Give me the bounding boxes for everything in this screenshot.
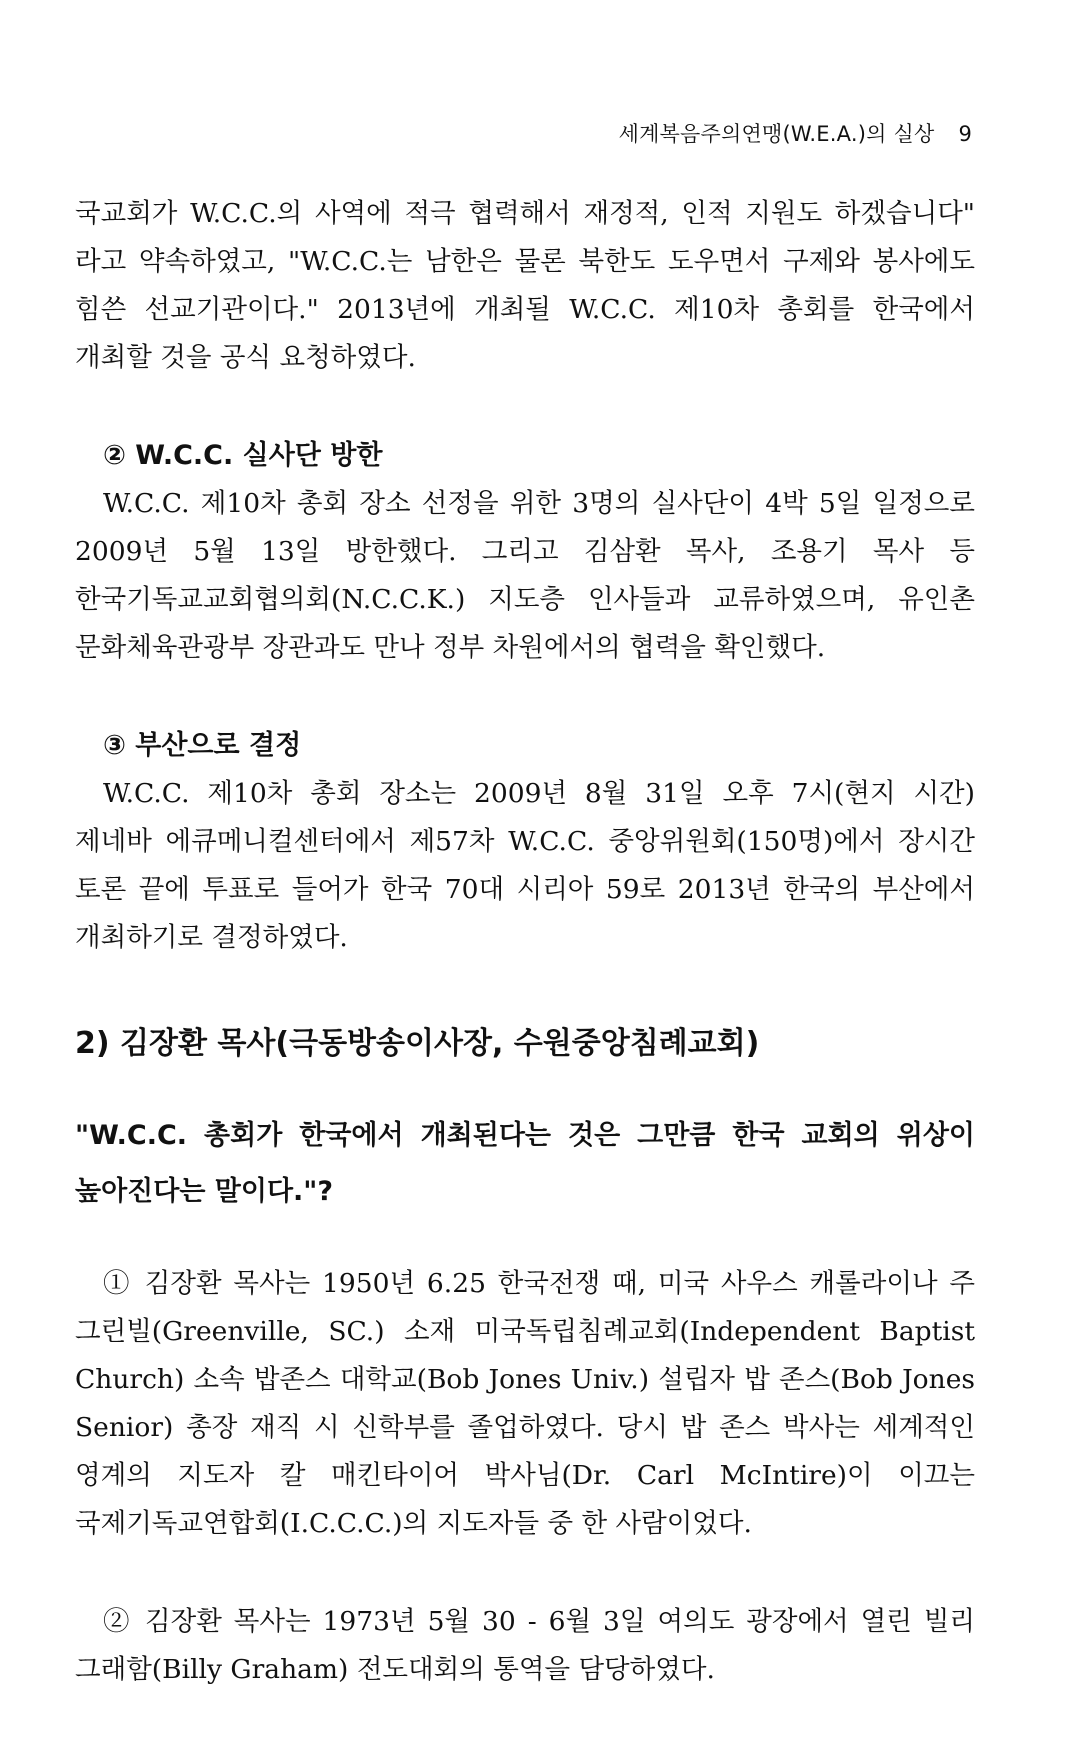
subheading-wcc-inspection: ② W.C.C. 실사단 방한 xyxy=(103,440,383,471)
running-header xyxy=(619,118,972,148)
page-number: 9 xyxy=(958,122,972,146)
section-heading-kim-janghwan: 2) 김장환 목사(극동방송이사장, 수원중앙침례교회) xyxy=(75,1026,760,1061)
bold-quote: "W.C.C. 총회가 한국에서 개최된다는 것은 그만큼 한국 교회의 위상이 높아진다는 말이다."? xyxy=(75,1120,975,1207)
spacer xyxy=(75,672,975,722)
intro-paragraph: 국교회가 W.C.C.의 사역에 적극 협력해서 재정적, 인적 지원도 하겠습니다" 라고 약속하였고, "W.C.C.는 남한은 물론 북한도 도우면서 구제와 봉사에도 힘쓴 선교기관이다." 2013년에 개최될 W.C.C. 제10차 총회를 한국에서 개최할 것을 공식 요청하였다. xyxy=(75,198,975,373)
paragraph-item-1: ① 김장환 목사는 1950년 6.25 한국전쟁 때, 미국 사우스 캐롤라이나 주 그린빌(Greenville, SC.) 소재 미국독립침례교회(Independent Baptist Church) 소속 밥존스 대학교(Bob Jones Univ.) 설립자 밥 존스(Bob Jones Senior) 총장 재직 시 신학부를 졸업하였다. 당시 밥 존스 박사는 세계적인 영계의 지도자 칼 매킨타이어 박사님(Dr. Carl McIntire)이 이끄는 국제기독교연합회(I.C.C.C.)의 지도자들 중 한 사람이었다. xyxy=(75,1268,975,1539)
subheading-busan-decision: ③ 부산으로 결정 xyxy=(103,730,302,761)
spacer xyxy=(75,382,975,432)
paragraph-busan-decision: W.C.C. 제10차 총회 장소는 2009년 8월 31일 오후 7시(현지 시간) 제네바 에큐메니컬센터에서 제57차 W.C.C. 중앙위원회(150명)에서 장시간 토론 끝에 투표로 들어가 한국 70대 시리아 59로 2013년 한국의 부산에서 개최하기로 결정하였다. xyxy=(75,778,975,953)
paragraph-item-2: ② 김장환 목사는 1973년 5월 30 - 6월 3일 여의도 광장에서 열린 빌리 그래함(Billy Graham) 전도대회의 통역을 담당하였다. xyxy=(75,1606,975,1685)
spacer xyxy=(75,1220,975,1260)
spacer xyxy=(75,1548,975,1598)
paragraph-wcc-inspection: W.C.C. 제10차 총회 장소 선정을 위한 3명의 실사단이 4박 5일 일정으로 2009년 5월 13일 방한했다. 그리고 김삼환 목사, 조용기 목사 등 한국기독교교회협의회(N.C.C.K.) 지도층 인사들과 교류하였으며, 유인촌 문화체육관광부 장관과도 만나 정부 차원에서의 협력을 확인했다. xyxy=(75,488,975,663)
page-content xyxy=(75,190,975,1694)
running-header-title: 세계복음주의연맹(W.E.A.)의 실상 xyxy=(618,122,935,146)
spacer xyxy=(75,962,975,1020)
spacer xyxy=(75,1068,975,1108)
